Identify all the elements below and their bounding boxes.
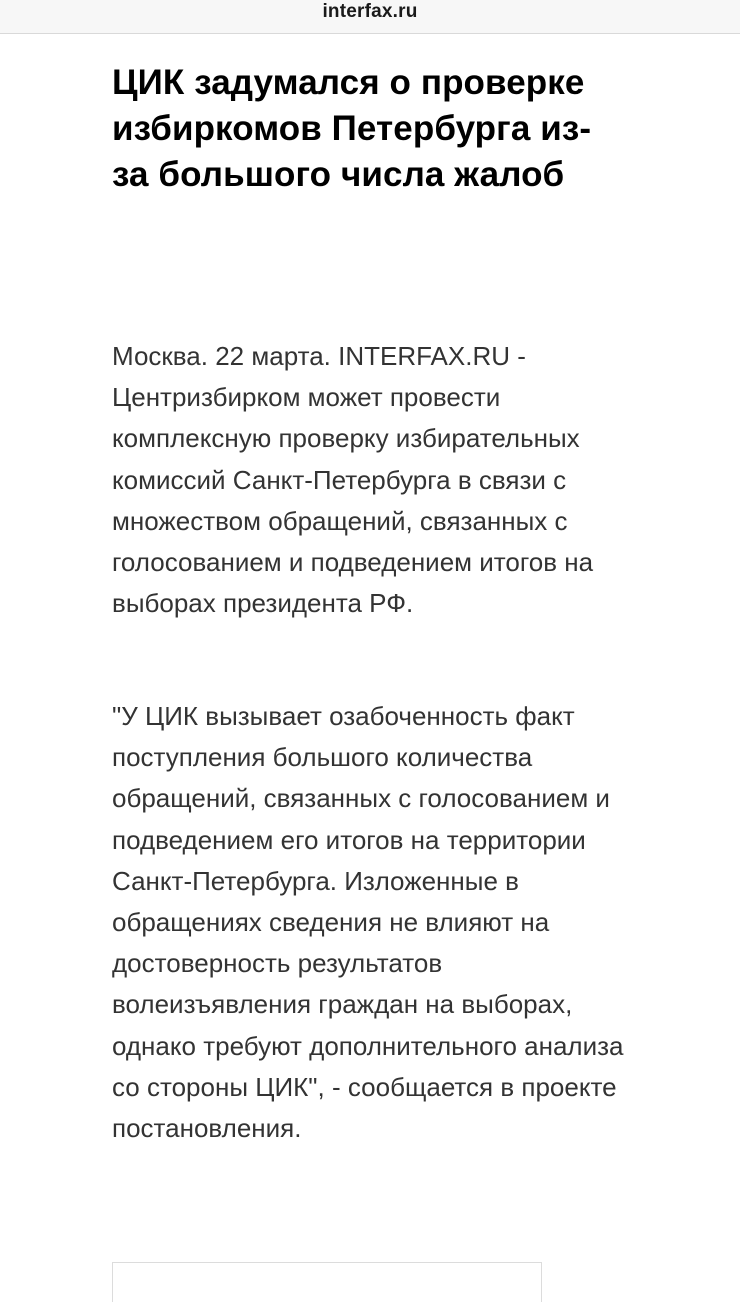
address-bar[interactable] [0,0,740,34]
article [112,60,622,198]
url-text[interactable]: interfax.ru [322,1,418,22]
article-paragraph: Москва. 22 марта. INTERFAX.RU - Центризбирком может провести комплексную проверку избирательных комиссий Санкт-Петербурга в связи с множеством обращений, связанных с голосованием и подведением итогов на выборах президента РФ. [112,341,594,619]
article-paragraph: "У ЦИК вызывает озабоченность факт поступления большого количества обращений, связанных с голосованием и подведением его итогов на территории Санкт-Петербурга. Изложенные в обращениях сведения не влияют на достоверность результатов волеизъявления граждан на выборах, однако требуют дополнительного анализа со стороны ЦИК", - сообщается в проекте постановления. [112,701,624,1144]
embedded-card [112,1262,542,1302]
article-headline: ЦИК задумался о проверке избиркомов Петербурга из-за большого числа жалоб [112,63,592,194]
